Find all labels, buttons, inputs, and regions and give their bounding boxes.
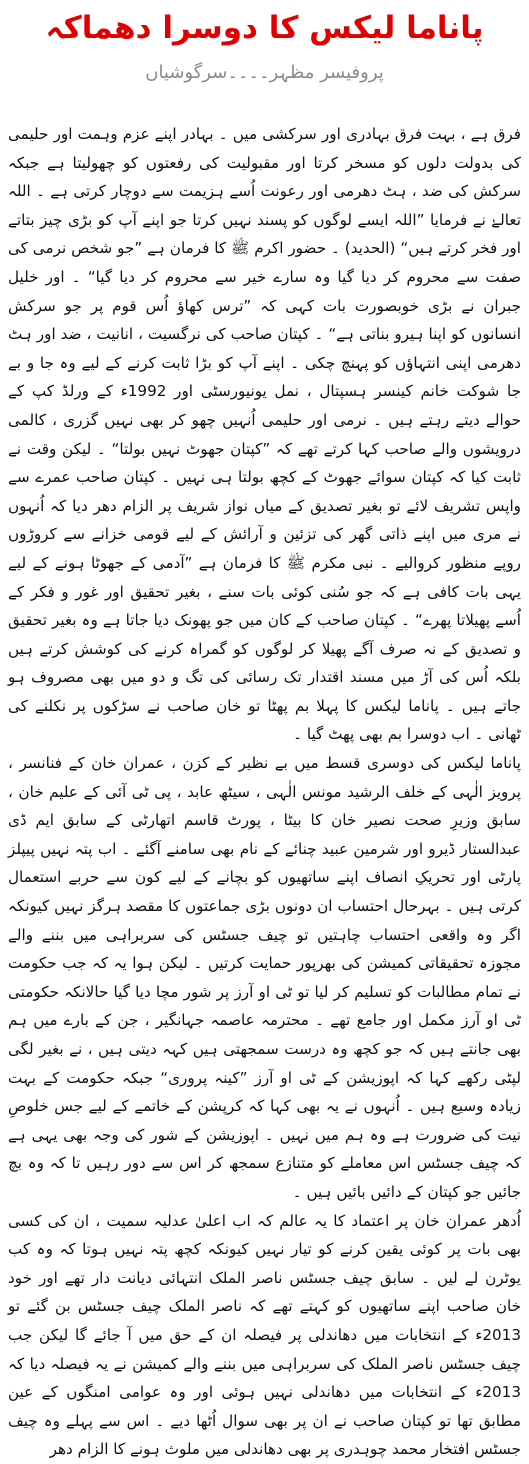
article-byline: پروفیسر مظہر۔۔۔۔سرگوشیاں [145,62,384,83]
article-headline: پاناما لیکس کا دوسرا دھماکہ [45,10,484,46]
article-paragraph-3: اُدھر عمران خان پر اعتماد کا یہ عالم کہ اب اعلیٰ عدلیہ سمیت ، ان کی کسی بھی بات پر کوئی یقین کرنے کو تیار نہیں کیونکہ کچھ پتہ نہیں ہوتا کہ وہ کب یوٹرن لے لیں ۔ سابق چیف جسٹس ناصر الملک انتہائی دیانت دار تھے اور خود خان صاحب اپنے ساتھیوں کو کہتے تھے کہ ناصر الملک چیف جسٹس بن گئے تو 2013ء کے انتخابات میں دھاندلی پر فیصلہ ان کے حق میں آ جائے گا لیکن جب چیف جسٹس ناصر الملک کی سربراہی میں بننے والے کمیشن نے یہ فیصلہ دیا کہ 2013ء کے انتخابات میں دھاندلی نہیں ہوئی اور وہ عوامی امنگوں کے عین مطابق تھا تو کپتان صاحب نے ان پر بھی سوال اُٹھا دیے ۔ اس سے پہلے وہ چیف جسٹس افتخار محمد چوہدری پر بھی دھاندلی میں ملوث ہونے کا الزام دھر [8,1211,521,1459]
article-body [8,120,522,1459]
article-paragraph-1: فرق ہے ، بہت فرق بہادری اور سرکشی میں ۔ بہادر اپنے عزم وہمت اور حلیمی کی بدولت دلوں کو مسخر کرتا اور مقبولیت کی رفعتوں کو چھولیتا ہے جبکہ سرکش کی ضد ، ہٹ دھرمی اور رعونت اُسے ہزیمت سے دوچار کرتی ہے ۔ اللہ تعالےٰ نے فرمایا ”اللہ ایسے لوگوں کو پسند نہیں کرتا جو اپنے آپ کو بڑی چیز بتاتے اور فخر کرتے ہیں“ (الحدید) ۔ حضور اکرم ﷺ کا فرمان ہے ”جو شخص نرمی کی صفت سے محروم کر دیا گیا وہ سارے خیر سے محروم کر دیا گیا“ ۔ اور خلیل جبران نے بڑی خوبصورت بات کہی کہ ”ترس کھاؤ اُس قوم پر جو سرکش انسانوں کو اپنا ہیرو بناتی ہے“ ۔ کپتان صاحب کی نرگسیت ، انانیت ، ضد اور ہٹ دھرمی اپنی انتہاؤں کو پہنچ چکی ۔ اپنے آپ کو بڑا ثابت کرنے کے لیے وہ جا و بے جا شوکت خانم کینسر ہسپتال ، نمل یونیورسٹی اور 1992ء کے ورلڈ کپ کے حوالے دیتے رہتے ہیں ۔ نرمی اور حلیمی اُنہیں چھو کر بھی نہیں گزری ، کالمی درویشوں والے صاحب کہا کرتے تھے کہ ”کپتان جھوٹ نہیں بولتا“ ۔ لیکن وقت نے ثابت کیا کہ کپتان سوائے جھوٹ کے کچھ بولتا ہی نہیں ۔ کپتان صاحب عمرے سے واپس تشریف لائے تو بغیر تصدیق کے میاں نواز شریف پر الزام دھر دیا کہ اُنہوں نے مری میں اپنے ذاتی گھر کی تزئین و آرائش کے لیے قومی خزانے سے کروڑوں روپے منظور کروالیے ۔ نبی مکرم ﷺ کا فرمان ہے ”آدمی کے جھوٹا ہونے کے لیے یہی بات کافی ہے کہ جو سُنی کوئی بات سنے ، بغیر تحقیق اور غور و فکر کے اُسے پھیلاتا پھرے“ ۔ کپتان صاحب کے کان میں جو پھونک دیا جاتا ہے وہ بغیر تحقیق و تصدیق کے نہ صرف آگے پھیلا کر لوگوں کو گمراہ کرنے کی کوشش کرتے ہیں بلکہ اُس کی آڑ میں مسند اقتدار تک رسائی کی تگ و دو میں بھی مصروف ہو جاتے ہیں ۔ پاناما لیکس کا پہلا بم پھٹا تو خان صاحب نے سڑکوں پر نکلنے کی ٹھانی ۔ اب دوسرا بم بھی پھٹ گیا ۔ [8,125,522,744]
article-paragraph-2: پاناما لیکس کی دوسری قسط میں بے نظیر کے کزن ، عمران خان کے فنانسر ، پرویز الٰہی کے خلف الرشید مونس الٰہی ، سیٹھ عابد ، پی ٹی آئی کے علیم خان ، سابق وزیرِ صحت نصیر خان کا بیٹا ، پورٹ قاسم اتھارٹی کے سابق ایم ڈی عبدالستار ڈیرو اور شرمین عبید چنائے کے نام بھی سامنے آگئے ۔ اب پتہ نہیں پیپلز پارٹی اور تحریکِ انصاف اپنے ساتھیوں کو بچانے کے لیے کون سے حربے استعمال کرتی ہیں ۔ بہرحال احتساب ان دونوں بڑی جماعتوں کا مقصد ہرگز نہیں کیونکہ اگر وہ واقعی احتساب چاہتیں تو چیف جسٹس کی سربراہی میں بننے والے مجوزہ تحقیقاتی کمیشن کی بھرپور حمایت کرتیں ۔ لیکن ہوا یہ کہ جب حکومت نے تمام مطالبات کو تسلیم کر لیا تو ٹی او آرز پر شور مچا دیا گیا حالانکہ حکومتی ٹی او آرز مکمل اور جامع تھے ۔ محترمہ عاصمہ جہانگیر ، جن کے بارے میں ہم بھی جانتے ہیں کہ جو کچھ وہ درست سمجھتی ہیں کہہ دیتی ہیں ، نے بغیر لگی لپٹی رکھے کہا کہ اپوزیشن کے ٹی او آرز ”کینہ پروری“ جبکہ حکومت کے بہت زیادہ وسیع ہیں ۔ اُنہوں نے یہ بھی کہا کہ کرپشن کے خاتمے کے لیے جس خلوصِ نیت کی ضرورت ہے وہ ہم میں نہیں ۔ اپوزیشن کے شور کی وجہ بھی یہی ہے کہ چیف جسٹس اس معاملے کو متنازع سمجھ کر اس سے دور رہیں تا کہ وہ بچ جائیں جو کپتان کے دائیں بائیں ہیں ۔ [8,754,521,1201]
